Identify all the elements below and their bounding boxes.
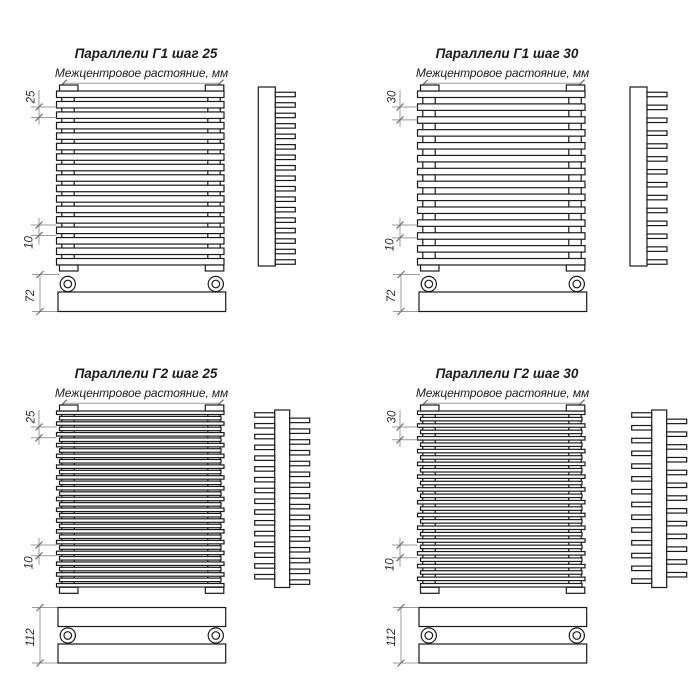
- step-dimension-label: 25: [25, 410, 38, 424]
- depth-dimension: [386, 604, 418, 667]
- tube-end: [667, 419, 687, 424]
- center-distance-dimension: [60, 400, 224, 409]
- tube-end: [632, 553, 652, 558]
- tube-cross-section-inner: [212, 280, 220, 288]
- tube-end: [290, 494, 310, 499]
- collector-cap: [60, 85, 79, 91]
- tube-bar: [418, 539, 586, 543]
- tube-end: [632, 502, 652, 507]
- tube-bar: [57, 508, 225, 512]
- tube-bar: [57, 206, 225, 213]
- tube-end: [647, 247, 667, 252]
- side-collector: [652, 410, 667, 588]
- center-distance-label: Межцентровое растояние, мм: [54, 386, 229, 400]
- tube-end: [275, 166, 295, 171]
- tube-end: [290, 548, 310, 553]
- collector-cap: [205, 587, 224, 593]
- tube-end: [290, 472, 310, 477]
- depth-dimension-label: 72: [386, 289, 399, 303]
- tube-bar: [57, 175, 225, 182]
- tube-end: [290, 429, 310, 434]
- tube-bar: [418, 564, 586, 568]
- tube-end: [290, 504, 310, 509]
- tube-end: [290, 537, 310, 542]
- tube-bar: [60, 503, 222, 507]
- tube-cross-section-inner: [573, 280, 581, 288]
- tube-end: [275, 218, 295, 223]
- tube-end: [667, 560, 687, 565]
- tube-bar: [57, 143, 225, 150]
- tube-bar: [418, 437, 586, 441]
- tube-end: [632, 413, 652, 418]
- collector-cap: [566, 85, 585, 91]
- bottom-collector-front: [58, 608, 226, 627]
- collector-cap: [566, 405, 585, 411]
- tube-end: [632, 464, 652, 469]
- tube-end: [275, 207, 295, 212]
- tube-bar: [60, 567, 222, 571]
- tube-end: [647, 208, 667, 213]
- tube-bar: [60, 460, 222, 464]
- step-dimension: [26, 410, 57, 445]
- tube-end: [647, 118, 667, 123]
- tube-end: [632, 579, 652, 584]
- tube-end: [667, 496, 687, 501]
- tube-bar: [421, 430, 583, 434]
- tube-end: [275, 134, 295, 139]
- tube-cross-section-inner: [64, 632, 72, 640]
- tube-bar: [60, 578, 222, 582]
- bottom-collector: [419, 292, 587, 312]
- side-view: [630, 87, 667, 266]
- tube-bar: [418, 168, 586, 175]
- collector-cap: [205, 265, 224, 271]
- tube-end: [275, 113, 295, 118]
- tube-end: [667, 457, 687, 462]
- gap-dimension: [24, 218, 57, 249]
- depth-dimension: [386, 271, 420, 315]
- tube-bar: [57, 248, 225, 255]
- tube-cross-section-inner: [573, 632, 581, 640]
- tube-bar: [418, 143, 586, 150]
- tube-bar: [418, 155, 586, 162]
- tube-bar: [418, 207, 586, 214]
- side-view: [632, 410, 687, 588]
- tube-bar: [421, 532, 583, 536]
- tube-bar: [57, 101, 225, 108]
- center-distance-dimension: [421, 400, 585, 409]
- bottom-collector-rear: [419, 644, 587, 663]
- tube-end: [255, 413, 275, 418]
- tube-bar: [57, 519, 225, 523]
- drawing-title: Параллели Г1 шаг 25: [74, 46, 218, 61]
- tube-bar: [418, 552, 586, 556]
- tube-end: [290, 461, 310, 466]
- tube-end: [275, 103, 295, 108]
- tube-end: [632, 438, 652, 443]
- bottom-view: [419, 608, 587, 664]
- tube-bar: [57, 112, 225, 119]
- tube-end: [275, 249, 295, 254]
- bottom-view: [419, 276, 587, 311]
- step-dimension-label: 25: [25, 90, 38, 104]
- tube-bar: [57, 551, 225, 555]
- tube-bar: [418, 577, 586, 581]
- tube-bar: [418, 181, 586, 188]
- tube-end: [275, 145, 295, 150]
- tube-end: [647, 144, 667, 149]
- tube-bar: [57, 476, 225, 480]
- collector-cap: [60, 405, 79, 411]
- side-collector: [275, 410, 290, 588]
- gap-dimension: [385, 538, 418, 571]
- tube-end: [255, 424, 275, 429]
- tube-end: [667, 547, 687, 552]
- tube-bar: [57, 411, 225, 415]
- gap-dimension-label: 10: [23, 236, 36, 249]
- collector-cap: [566, 587, 585, 593]
- tube-end: [647, 234, 667, 239]
- tube-bar: [418, 259, 586, 266]
- tube-end: [667, 470, 687, 475]
- tube-end: [647, 131, 667, 136]
- tube-bar: [418, 91, 586, 98]
- tube-bar: [418, 526, 586, 530]
- tube-end: [290, 440, 310, 445]
- tube-bar: [57, 133, 225, 140]
- tube-bar: [421, 520, 583, 524]
- tube-bar: [57, 185, 225, 192]
- tube-bar: [57, 154, 225, 161]
- tube-bar: [57, 584, 225, 588]
- drawing-title: Параллели Г2 шаг 30: [435, 366, 579, 381]
- collector-left: [423, 87, 435, 270]
- tube-bar: [57, 122, 225, 129]
- tube-cross-section-inner: [64, 280, 72, 288]
- tube-bar: [421, 545, 583, 549]
- tube-bar: [60, 449, 222, 453]
- gap-dimension: [385, 218, 418, 251]
- tube-bar: [57, 217, 225, 224]
- side-collector: [630, 87, 647, 266]
- tube-bar: [57, 164, 225, 171]
- tube-end: [275, 124, 295, 129]
- tube-end: [255, 467, 275, 472]
- tube-end: [255, 477, 275, 482]
- collector-cap: [566, 265, 585, 271]
- tube-end: [255, 564, 275, 569]
- tube-end: [667, 521, 687, 526]
- tube-bar: [57, 465, 225, 469]
- center-distance-label: Межцентровое растояние, мм: [54, 66, 229, 80]
- drawing-title: Параллели Г1 шаг 30: [435, 46, 579, 61]
- tube-bar: [421, 469, 583, 473]
- tube-end: [647, 195, 667, 200]
- tube-bar: [57, 259, 225, 266]
- gap-dimension: [24, 538, 57, 569]
- tube-end: [255, 574, 275, 579]
- tube-end: [255, 434, 275, 439]
- tube-bar: [421, 571, 583, 575]
- gap-dimension-label: 10: [384, 558, 397, 572]
- tube-bar: [418, 233, 586, 240]
- center-distance-dimension: [421, 80, 585, 89]
- tube-end: [647, 182, 667, 187]
- drawing-g2-step30: [385, 366, 687, 667]
- tube-end: [255, 521, 275, 526]
- tube-bar: [421, 494, 583, 498]
- tube-bar: [60, 470, 222, 474]
- tube-end: [255, 542, 275, 547]
- tube-end: [275, 92, 295, 97]
- tube-bar: [421, 481, 583, 485]
- center-distance-label: Межцентровое растояние, мм: [415, 386, 590, 400]
- collector-cap: [60, 265, 79, 271]
- tube-end: [290, 569, 310, 574]
- tube-end: [290, 580, 310, 585]
- tube-bar: [418, 488, 586, 492]
- tube-end: [290, 515, 310, 520]
- tube-bar: [418, 246, 586, 253]
- tube-bar: [57, 196, 225, 203]
- step-dimension: [387, 410, 418, 447]
- step-dimension-label: 30: [386, 410, 399, 424]
- center-distance-dimension: [60, 80, 224, 89]
- tube-bar: [60, 524, 222, 528]
- collector-right: [569, 87, 581, 270]
- tube-bar: [418, 411, 586, 415]
- tube-bar: [60, 416, 222, 420]
- step-dimension: [26, 90, 57, 124]
- tube-end: [255, 531, 275, 536]
- tube-end: [290, 450, 310, 455]
- tube-end: [647, 221, 667, 226]
- tube-end: [275, 239, 295, 244]
- front-view: [57, 405, 225, 593]
- depth-dimension-label: 72: [25, 289, 38, 303]
- tube-end: [255, 499, 275, 504]
- tube-bar: [418, 117, 586, 124]
- tube-bar: [421, 456, 583, 460]
- tube-end: [667, 483, 687, 488]
- tube-bar: [421, 558, 583, 562]
- tube-bar: [57, 443, 225, 447]
- drawing-title: Параллели Г2 шаг 25: [74, 366, 218, 381]
- gap-dimension-label: 10: [384, 238, 397, 252]
- tube-bar: [57, 238, 225, 245]
- collector-cap: [421, 85, 440, 91]
- step-dimension: [387, 90, 418, 127]
- tube-bar: [418, 194, 586, 201]
- tube-end: [667, 572, 687, 577]
- side-view: [258, 87, 295, 266]
- tube-end: [290, 558, 310, 563]
- tube-end: [290, 483, 310, 488]
- tube-cross-section-inner: [425, 632, 433, 640]
- tube-bar: [418, 462, 586, 466]
- front-view: [418, 405, 586, 593]
- tube-end: [255, 445, 275, 450]
- tube-end: [667, 432, 687, 437]
- tube-bar: [57, 422, 225, 426]
- bottom-collector: [58, 292, 226, 312]
- tube-end: [255, 510, 275, 515]
- tube-bar: [57, 540, 225, 544]
- step-dimension-label: 30: [386, 90, 399, 104]
- tube-bar: [57, 573, 225, 577]
- tube-bar: [60, 427, 222, 431]
- tube-cross-section-inner: [212, 632, 220, 640]
- collector-cap: [421, 265, 440, 271]
- drawing-g2-step25: [24, 366, 310, 667]
- tube-end: [255, 488, 275, 493]
- tube-end: [255, 456, 275, 461]
- drawing-g1-step30: [385, 46, 667, 315]
- tube-bar: [418, 449, 586, 453]
- tube-bar: [57, 497, 225, 501]
- tube-bar: [418, 104, 586, 111]
- tube-end: [290, 418, 310, 423]
- tube-end: [632, 451, 652, 456]
- tube-bar: [60, 513, 222, 517]
- tube-bar: [418, 500, 586, 504]
- tube-end: [275, 228, 295, 233]
- tube-end: [667, 509, 687, 514]
- collector-cap: [421, 587, 440, 593]
- tube-bar: [421, 443, 583, 447]
- front-view: [57, 85, 225, 271]
- depth-dimension: [25, 604, 57, 667]
- front-view: [418, 85, 586, 271]
- tube-bar: [60, 481, 222, 485]
- tube-bar: [57, 486, 225, 490]
- depth-dimension: [25, 271, 59, 315]
- tube-bar: [60, 535, 222, 539]
- bottom-view: [58, 276, 226, 311]
- tube-bar: [57, 562, 225, 566]
- bottom-view: [58, 608, 226, 664]
- tube-end: [647, 170, 667, 175]
- bottom-collector-rear: [58, 644, 226, 663]
- tube-end: [647, 105, 667, 110]
- tube-end: [632, 528, 652, 533]
- side-collector: [258, 87, 275, 266]
- tube-end: [647, 157, 667, 162]
- gap-dimension-label: 10: [23, 556, 36, 570]
- tube-bar: [418, 130, 586, 137]
- tube-end: [275, 260, 295, 265]
- tube-cross-section-inner: [425, 280, 433, 288]
- tube-end: [275, 155, 295, 160]
- tube-end: [667, 534, 687, 539]
- collector-cap: [205, 405, 224, 411]
- tube-end: [632, 566, 652, 571]
- tube-end: [290, 526, 310, 531]
- tube-bar: [57, 530, 225, 534]
- tube-bar: [57, 433, 225, 437]
- tube-end: [632, 541, 652, 546]
- tube-bar: [60, 492, 222, 496]
- depth-dimension-label: 112: [25, 628, 38, 647]
- tube-bar: [57, 454, 225, 458]
- tube-end: [647, 260, 667, 265]
- collector-cap: [60, 587, 79, 593]
- tube-bar: [60, 438, 222, 442]
- center-distance-label: Межцентровое растояние, мм: [415, 66, 590, 80]
- tube-end: [667, 445, 687, 450]
- tube-bar: [421, 507, 583, 511]
- tube-bar: [418, 220, 586, 227]
- tube-end: [275, 176, 295, 181]
- tube-bar: [57, 227, 225, 234]
- drawing-g1-step25: [24, 46, 296, 315]
- tube-bar: [57, 91, 225, 98]
- tube-end: [255, 553, 275, 558]
- tube-bar: [60, 557, 222, 561]
- tube-bar: [418, 513, 586, 517]
- tube-end: [275, 186, 295, 191]
- bottom-collector-front: [419, 608, 587, 627]
- tube-end: [647, 92, 667, 97]
- tube-bar: [60, 546, 222, 550]
- tube-bar: [421, 584, 583, 588]
- tube-end: [275, 197, 295, 202]
- collector-cap: [205, 85, 224, 91]
- depth-dimension-label: 112: [386, 628, 399, 647]
- tube-end: [632, 515, 652, 520]
- tube-end: [632, 477, 652, 482]
- side-view: [255, 410, 310, 588]
- tube-end: [632, 489, 652, 494]
- tube-bar: [421, 417, 583, 421]
- tube-end: [632, 426, 652, 431]
- collector-cap: [421, 405, 440, 411]
- tube-bar: [418, 475, 586, 479]
- tube-bar: [418, 424, 586, 428]
